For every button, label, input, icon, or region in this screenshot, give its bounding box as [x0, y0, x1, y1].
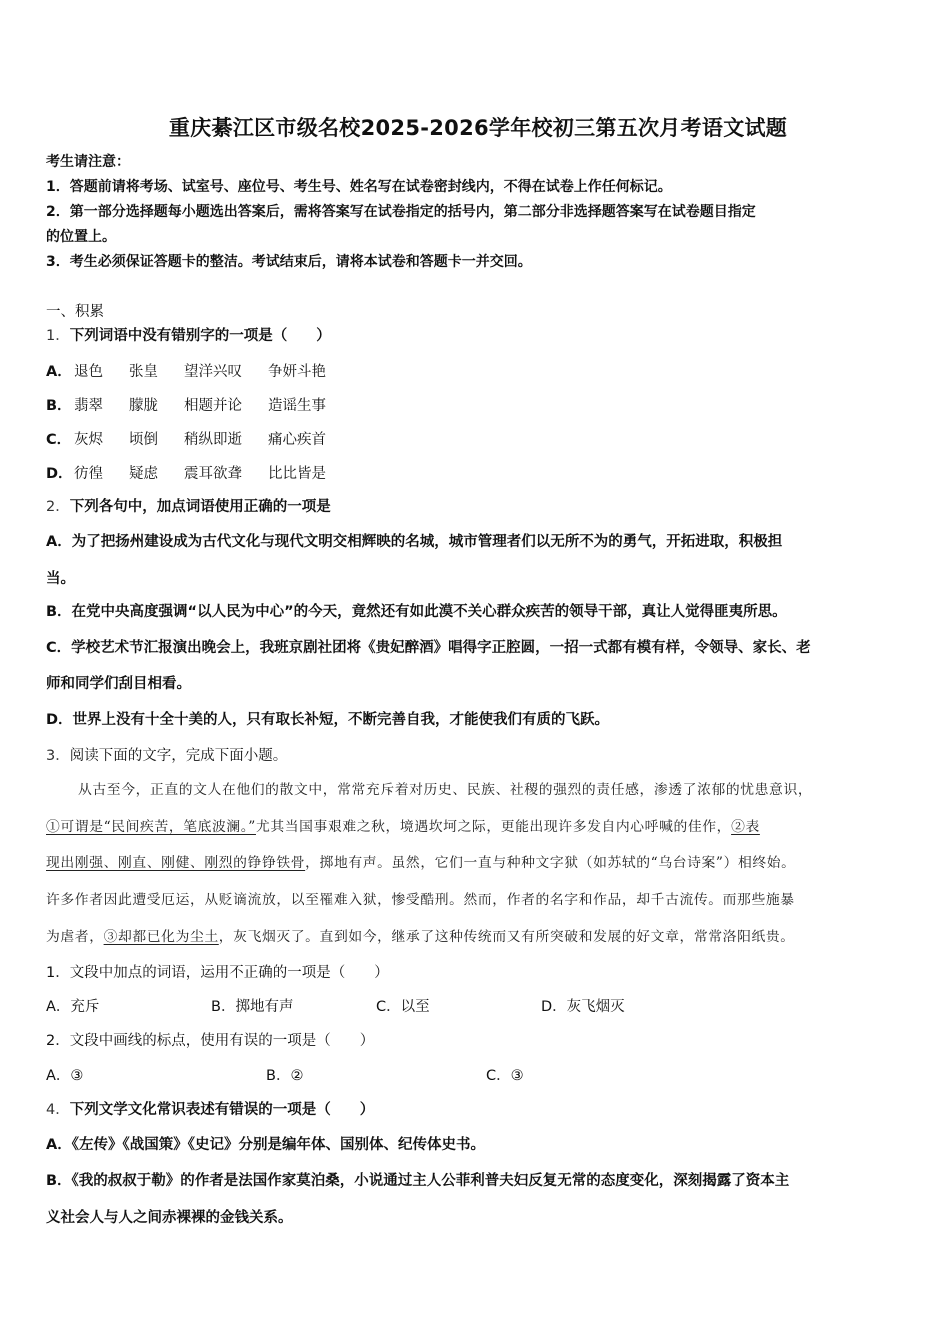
option-c — [46, 430, 352, 450]
option-word: 彷徨 — [74, 466, 103, 482]
option-word: 退色 — [74, 364, 103, 380]
option-word: 张皇 — [129, 364, 158, 380]
option-key: A． — [46, 364, 72, 380]
question-stem: 阅读下面的文字，完成下面小题。 — [69, 748, 288, 764]
choice: B．② — [266, 1068, 304, 1084]
question-number: 4． — [46, 1102, 70, 1118]
option-word: 稍纵即逝 — [184, 432, 242, 448]
underlined-phrase: ①可谓是“民间疾苦，笔底波澜。” — [46, 819, 256, 835]
q2-option-line: C．学校艺术节汇报演出晚会上，我班京剧社团将《贵妃醉酒》唱得字正腔圆，一招一式都有模有样，令领导、家长、老 — [46, 640, 811, 656]
question-number: 2． — [46, 499, 70, 515]
passage-line — [46, 853, 796, 873]
notice-item: 的位置上。 — [46, 229, 116, 245]
sub-question-2-choices — [46, 1066, 524, 1086]
passage-line: 从古至今，正直的文人在他们的散文中，常常充斥着对历史、民族、社稷的强烈的责任感，渗透了浓郁的忧患意识， — [78, 782, 813, 798]
option-word: 痛心疾首 — [268, 432, 326, 448]
choice: A．充斥 — [46, 999, 100, 1015]
option-word: 争妍斗艳 — [268, 364, 326, 380]
question-3 — [46, 746, 287, 766]
option-word: 比比皆是 — [268, 466, 326, 482]
option-d — [46, 464, 352, 484]
notice-item: 1．答题前请将考场、试室号、座位号、考生号、姓名写在试卷密封线内，不得在试卷上作任何标记。 — [46, 179, 672, 195]
option-key: C． — [46, 432, 72, 448]
page-title: 重庆綦江区市级名校2025-2026学年校初三第五次月考语文试题 — [168, 116, 788, 140]
question-stem: 下列文学文化常识表述有错误的一项是（ ） — [69, 1102, 375, 1118]
passage-text: ，掷地有声。虽然，它们一直与种种文字狱（如苏轼的“乌台诗案”）相终始。 — [305, 855, 796, 871]
passage-line: 许多作者因此遭受厄运，从贬谪流放，以至罹难入狱，惨受酷刑。然而，作者的名字和作品，却千古流传。而那些施暴 — [46, 892, 795, 908]
option-word: 翡翠 — [74, 398, 103, 414]
q2-option-line: 当。 — [46, 571, 75, 587]
choice: B．掷地有声 — [211, 999, 294, 1015]
notice-heading: 考生请注意： — [46, 154, 130, 170]
q2-option-line: D．世界上没有十全十美的人，只有取长补短，不断完善自我，才能使我们有质的飞跃。 — [46, 712, 610, 728]
sub-question-1: 1．文段中加点的词语，运用不正确的一项是（ ） — [46, 965, 389, 981]
underlined-phrase: ②表 — [731, 819, 760, 835]
section-heading: 一、积累 — [46, 304, 104, 320]
choice: C．③ — [486, 1068, 524, 1084]
question-number: 1． — [46, 328, 70, 344]
choice: C．以至 — [376, 999, 430, 1015]
option-a — [46, 362, 352, 382]
passage-line — [46, 817, 760, 837]
option-word: 望洋兴叹 — [184, 364, 242, 380]
q4-option-line: 义社会人与人之间赤裸裸的金钱关系。 — [46, 1210, 293, 1226]
underlined-phrase: 现出刚强、刚直、刚健、刚烈的铮铮铁骨 — [46, 855, 306, 871]
option-b — [46, 396, 352, 416]
sub-question-2: 2．文段中画线的标点，使用有误的一项是（ ） — [46, 1033, 375, 1049]
option-word: 疑虑 — [129, 466, 158, 482]
sub-question-1-choices — [46, 997, 625, 1017]
passage-text: ，灰飞烟灭了。直到如今，继承了这种传统而又有所突破和发展的好文章，常常洛阳纸贵。 — [218, 929, 795, 945]
option-word: 相题并论 — [184, 398, 242, 414]
notice-item: 2．第一部分选择题每小题选出答案后，需将答案写在试卷指定的括号内，第二部分非选择题答案写在试卷题目指定 — [46, 204, 756, 220]
option-word: 震耳欲聋 — [184, 466, 242, 482]
choice: A．③ — [46, 1068, 84, 1084]
option-key: D． — [46, 466, 73, 482]
q4-option-line: B．《我的叔叔于勒》的作者是法国作家莫泊桑，小说通过主人公菲利普夫妇反复无常的态度变化，深刻揭露了资本主 — [46, 1173, 790, 1189]
option-word: 顷倒 — [129, 432, 158, 448]
question-number: 3． — [46, 748, 70, 764]
choice: D．灰飞烟灭 — [541, 999, 625, 1015]
q4-option-line: A．《左传》《战国策》《史记》分别是编年体、国别体、纪传体史书。 — [46, 1137, 485, 1153]
question-4 — [46, 1100, 374, 1120]
option-word: 朦胧 — [129, 398, 158, 414]
option-key: B． — [46, 398, 72, 414]
passage-line — [46, 927, 795, 947]
question-stem: 下列词语中没有错别字的一项是（ ） — [69, 328, 331, 344]
q2-option-line: A．为了把扬州建设成为古代文化与现代文明交相辉映的名城，城市管理者们以无所不为的勇气，开拓进取，积极担 — [46, 534, 783, 550]
notice-item: 3．考生必须保证答题卡的整洁。考试结束后，请将本试卷和答题卡一并交回。 — [46, 254, 532, 270]
option-word: 灰烬 — [74, 432, 103, 448]
question-stem: 下列各句中，加点词语使用正确的一项是 — [69, 499, 331, 515]
option-word: 造谣生事 — [268, 398, 326, 414]
question-2 — [46, 497, 331, 517]
underlined-phrase: ③却都已化为尘土 — [103, 929, 219, 945]
question-1 — [46, 326, 331, 346]
q2-option-line: 师和同学们刮目相看。 — [46, 676, 191, 692]
passage-text: 为虐者， — [46, 929, 104, 945]
passage-text: 尤其当国事艰难之秋，境遇坎坷之际，更能出现许多发自内心呼喊的佳作， — [255, 819, 732, 835]
q2-option-line: B．在党中央高度强调“以人民为中心”的今天，竟然还有如此漠不关心群众疾苦的领导干部，真让人觉得匪夷所思。 — [46, 604, 787, 620]
